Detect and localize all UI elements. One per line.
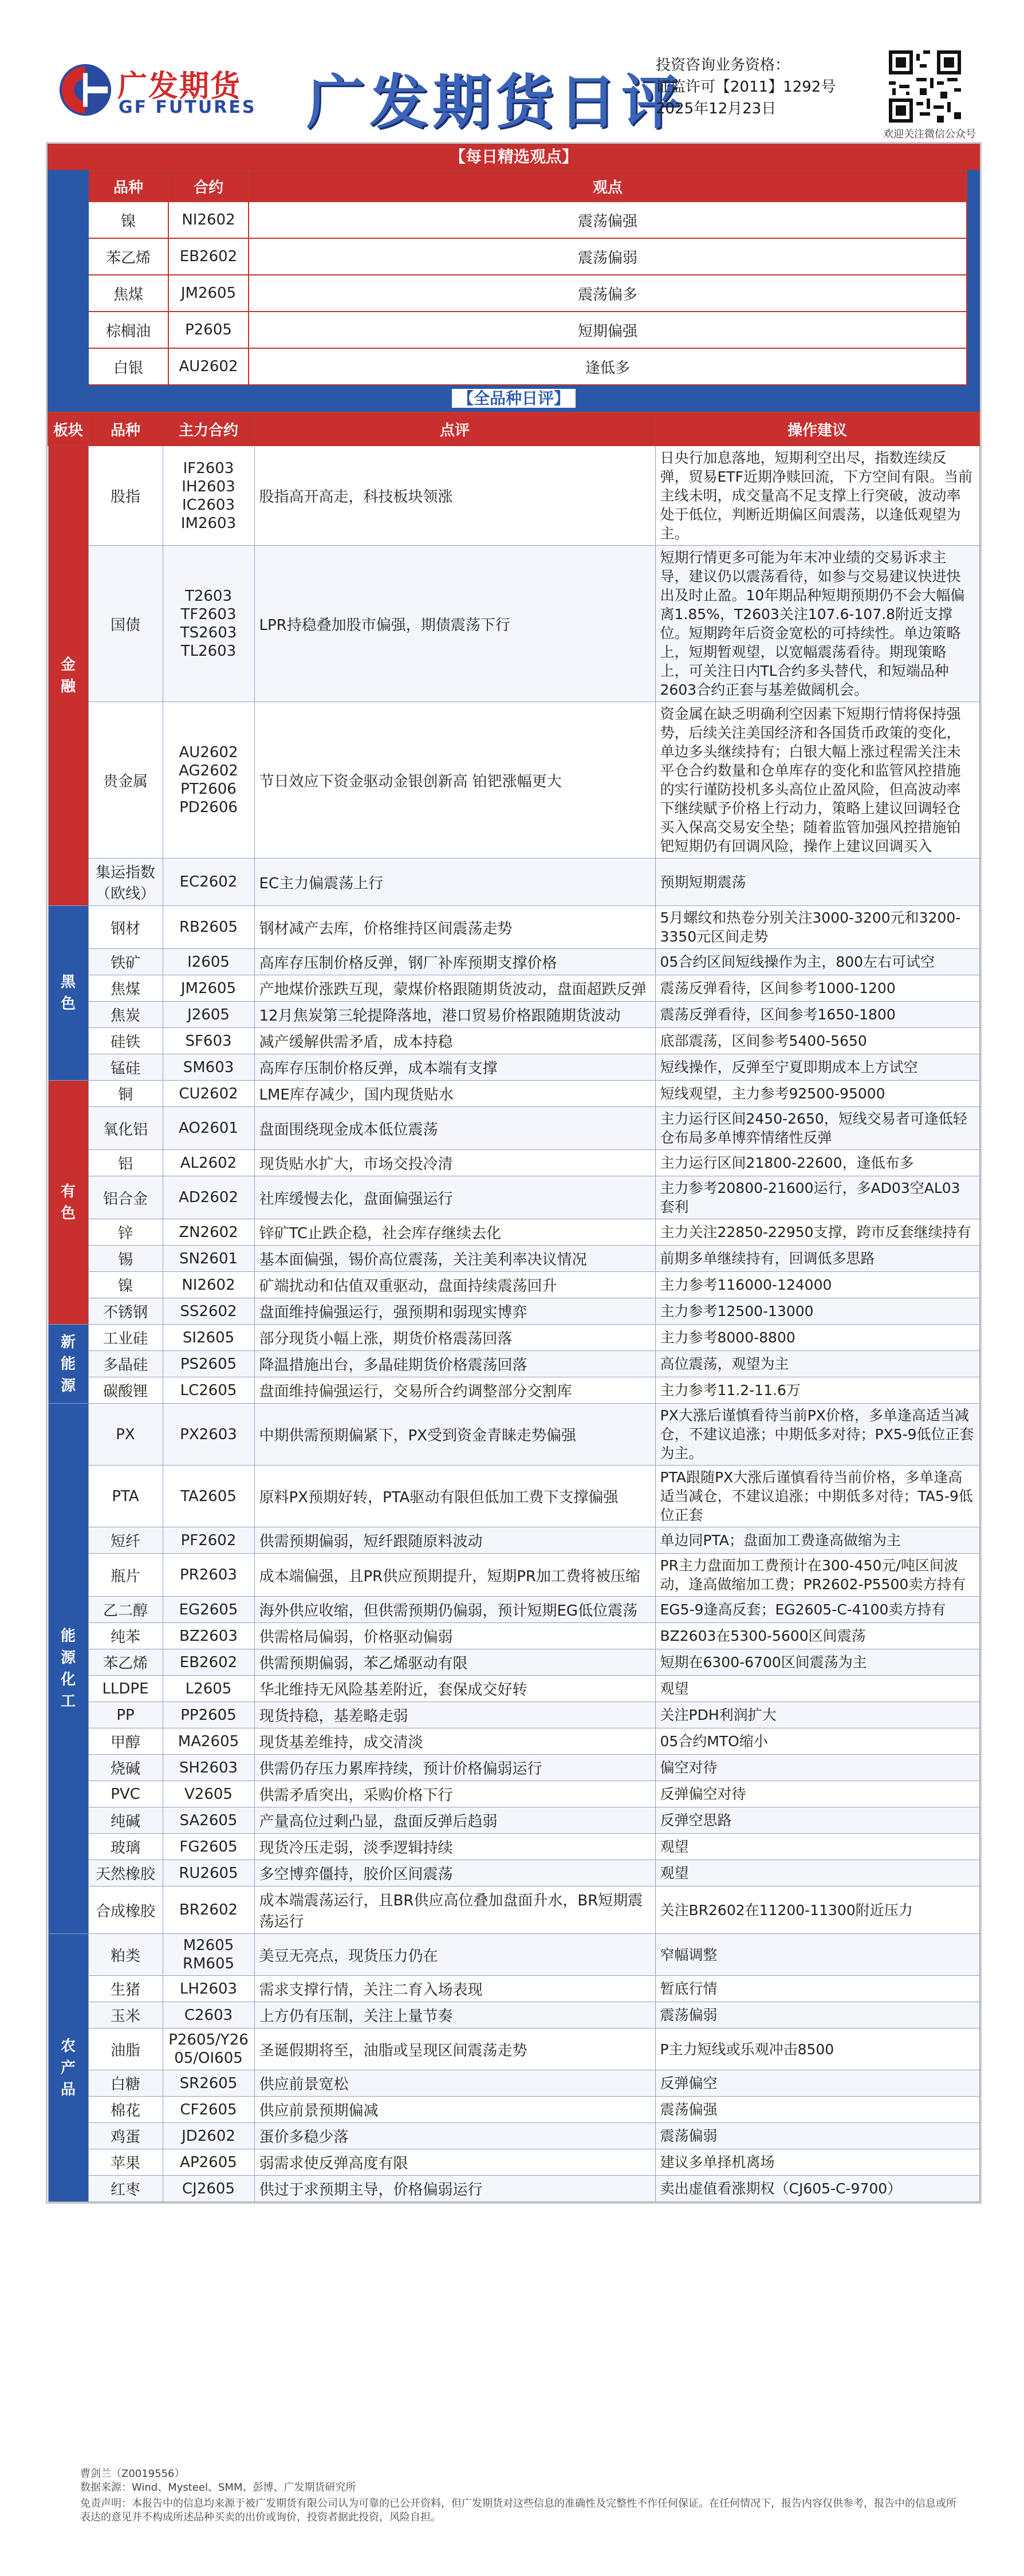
comment-cell: 节日效应下资金驱动金银创新高 铂钯涨幅更大: [254, 702, 655, 858]
header-advice: 操作建议: [655, 412, 979, 446]
contract-code: SH2603: [163, 1755, 254, 1781]
product-name: 短纤: [88, 1527, 163, 1554]
sector-cell: 农 产 品: [48, 1934, 88, 2202]
comment-cell: 盘面维持偏强运行，交易所合约调整部分交割库: [254, 1377, 655, 1404]
review-row: [48, 2002, 979, 2028]
contract-code: PF2602: [163, 1527, 254, 1554]
sector-cell: 黑 色: [48, 906, 88, 1081]
advice-cell: 5月螺纹和热卷分别关注3000-3200元和3200-3350元区间走势: [655, 906, 979, 949]
review-row: [48, 1377, 979, 1404]
comment-cell: 产地煤价涨跌互现，蒙煤价格跟随期货波动，盘面超跌反弹: [254, 975, 655, 1002]
product-name: 甲醇: [88, 1728, 163, 1755]
report-title: 广发期货日评: [306, 68, 684, 137]
review-row: [48, 1466, 979, 1527]
review-row: [48, 1272, 979, 1298]
contract-code: PR2603: [163, 1554, 254, 1597]
pick-view: 逢低多: [249, 348, 967, 385]
review-row: [48, 546, 979, 702]
gf-logo-icon: [57, 62, 113, 118]
pick-row: [48, 238, 979, 275]
advice-cell: P主力短线或乐观冲击8500: [655, 2028, 979, 2070]
product-name: 合成橡胶: [88, 1886, 163, 1934]
contract-code: M2605 RM605: [163, 1934, 254, 1976]
pick-side-cell: [967, 202, 979, 238]
comment-cell: 原料PX预期好转，PTA驱动有限但低加工费下支撑偏强: [254, 1466, 655, 1527]
contract-code: AP2605: [163, 2149, 254, 2176]
header-sector: 板块: [48, 412, 88, 446]
review-row: [48, 1351, 979, 1377]
product-name: 油脂: [88, 2028, 163, 2070]
product-name: 氧化铝: [88, 1107, 163, 1150]
contract-code: LC2605: [163, 1377, 254, 1404]
contract-code: EG2605: [163, 1597, 254, 1623]
product-name: PVC: [88, 1781, 163, 1807]
daily-pick-title: 【每日精选观点】: [48, 144, 980, 170]
pick-view: 震荡偏弱: [249, 238, 967, 275]
product-name: PP: [88, 1702, 163, 1728]
contract-code: AU2602 AG2602 PT2606 PD2606: [163, 702, 254, 858]
contract-code: AL2602: [163, 1150, 254, 1176]
review-row: [48, 1755, 979, 1781]
review-row: [48, 1107, 979, 1150]
review-row: [48, 1886, 979, 1934]
logo-text-en: GF FUTURES: [119, 97, 257, 117]
header-comment: 点评: [254, 412, 655, 446]
review-row: [48, 1325, 979, 1351]
review-row: [48, 1527, 979, 1554]
comment-cell: 成本端偏强，且PR供应预期提升，短期PR加工费将被压缩: [254, 1554, 655, 1597]
review-row: [48, 446, 979, 546]
footer-disclaimer: 免责声明：本报告中的信息均来源于被广发期货有限公司认为可靠的已公开资料，但广发期货对这些信息的准确性及完整性不作任何保证。在任何情况下，报告内容仅供参考，报告中的信息或所表达的意见并不构成所述品种买卖的出价或询价，投资者据此投资，风险自担。: [80, 2498, 956, 2523]
product-name: 工业硅: [88, 1325, 163, 1351]
daily-pick-table: [48, 170, 980, 385]
advice-cell: 震荡反弹看待，区间参考1650-1800: [655, 1002, 979, 1028]
review-row: [48, 1623, 979, 1649]
product-name: 锡: [88, 1246, 163, 1272]
comment-cell: 减产缓解供需矛盾，成本持稳: [254, 1028, 655, 1054]
comment-cell: 需求支撑行情，关注二育入场表现: [254, 1976, 655, 2002]
comment-cell: 钢材减产去库，价格维持区间震荡走势: [254, 906, 655, 949]
contract-code: PP2605: [163, 1702, 254, 1728]
contract-code: V2605: [163, 1781, 254, 1807]
contract-code: MA2605: [163, 1728, 254, 1755]
comment-cell: 社库缓慢去化，盘面偏强运行: [254, 1176, 655, 1219]
comment-cell: 弱需求使反弹高度有限: [254, 2149, 655, 2176]
review-row: [48, 1298, 979, 1325]
product-name: 生猪: [88, 1976, 163, 2002]
review-row: [48, 1860, 979, 1886]
pick-name: 棕榈油: [88, 312, 168, 348]
full-review-title-text: 【全品种日评】: [452, 389, 576, 408]
comment-cell: 现货基差维持，成交清淡: [254, 1728, 655, 1755]
review-row: [48, 2097, 979, 2123]
advice-cell: PX大涨后谨慎看待当前PX价格，多单逢高适当减仓，不建议追涨；中期低多对待；PX5-9低位正套为主。: [655, 1404, 979, 1466]
pick-side-cell: [48, 312, 88, 348]
product-name: 集运指数 （欧线）: [88, 858, 163, 906]
contract-code: L2605: [163, 1676, 254, 1702]
review-row: [48, 1054, 979, 1081]
advice-cell: 短线观望，主力参考92500-95000: [655, 1081, 979, 1107]
advice-cell: 主力参考20800-21600运行，多AD03空AL03套利: [655, 1176, 979, 1219]
product-name: 国债: [88, 546, 163, 702]
product-name: 纯苯: [88, 1623, 163, 1649]
pick-view: 短期偏强: [249, 312, 967, 348]
review-row: [48, 1834, 979, 1860]
product-name: 烧碱: [88, 1755, 163, 1781]
comment-cell: 部分现货小幅上涨，期货价格震荡回落: [254, 1325, 655, 1351]
contract-code: SM603: [163, 1054, 254, 1081]
review-row: [48, 1219, 979, 1246]
contract-code: LH2603: [163, 1976, 254, 2002]
comment-cell: LPR持稳叠加股市偏强，期债震荡下行: [254, 546, 655, 702]
product-name: 钢材: [88, 906, 163, 949]
pick-row: [48, 202, 979, 238]
contract-code: PX2603: [163, 1404, 254, 1466]
contract-code: BZ2603: [163, 1623, 254, 1649]
comment-cell: 现货持稳，基差略走弱: [254, 1702, 655, 1728]
advice-cell: 05合约MTO缩小: [655, 1728, 979, 1755]
pick-side-cell: [967, 238, 979, 275]
pick-header-view: 观点: [249, 171, 967, 202]
pick-side-cell: [48, 202, 88, 238]
comment-cell: EC主力偏震荡上行: [254, 858, 655, 906]
advice-cell: 主力运行区间21800-22600，逢低布多: [655, 1150, 979, 1176]
comment-cell: 现货冷压走弱，淡季逻辑持续: [254, 1834, 655, 1860]
full-review-title: [48, 385, 980, 412]
product-name: 棉花: [88, 2097, 163, 2123]
comment-cell: 供过于求预期主导，价格偏弱运行: [254, 2176, 655, 2202]
advice-cell: 震荡偏弱: [655, 2123, 979, 2149]
comment-cell: 盘面维持偏强运行，强预期和弱现实博弈: [254, 1298, 655, 1325]
review-row: [48, 1976, 979, 2002]
contract-code: RU2605: [163, 1860, 254, 1886]
header-name: 品种: [88, 412, 163, 446]
product-name: 红枣: [88, 2176, 163, 2202]
pick-code: AU2602: [168, 348, 249, 385]
pick-name: 焦煤: [88, 275, 168, 312]
product-name: 铝合金: [88, 1176, 163, 1219]
review-row: [48, 1676, 979, 1702]
full-review-body: [48, 446, 979, 2202]
product-name: 硅铁: [88, 1028, 163, 1054]
pick-side-cell: [48, 348, 88, 385]
contract-code: C2603: [163, 2002, 254, 2028]
comment-cell: 供需预期偏弱，苯乙烯驱动有限: [254, 1649, 655, 1676]
comment-cell: 供需预期偏弱，短纤跟随原料波动: [254, 1527, 655, 1554]
product-name: 纯碱: [88, 1807, 163, 1834]
advice-cell: EG5-9逢高反套；EG2605-C-4100卖方持有: [655, 1597, 979, 1623]
comment-cell: 高库存压制价格反弹，钢厂补库预期支撑价格: [254, 949, 655, 975]
review-row: [48, 1028, 979, 1054]
comment-cell: 供应前景宽松: [254, 2070, 655, 2097]
pick-row: [48, 312, 979, 348]
comment-cell: 圣诞假期将至，油脂或呈现区间震荡走势: [254, 2028, 655, 2070]
product-name: LLDPE: [88, 1676, 163, 1702]
review-row: [48, 2149, 979, 2176]
comment-cell: 股指高开高走，科技板块领涨: [254, 446, 655, 546]
comment-cell: 12月焦炭第三轮提降落地，港口贸易价格跟随期货波动: [254, 1002, 655, 1028]
review-row: [48, 1728, 979, 1755]
advice-cell: 主力参考11.2-11.6万: [655, 1377, 979, 1404]
logo-text-cn: 广发期货: [117, 69, 242, 104]
pick-side-cell: [967, 275, 979, 312]
advice-cell: 反弹偏空: [655, 2070, 979, 2097]
advice-cell: 观望: [655, 1834, 979, 1860]
product-name: PX: [88, 1404, 163, 1466]
review-row: [48, 1404, 979, 1466]
pick-view: 震荡偏多: [249, 275, 967, 312]
contract-code: SI2605: [163, 1325, 254, 1351]
sector-cell: 新 能 源: [48, 1325, 88, 1404]
contract-code: BR2602: [163, 1886, 254, 1934]
pick-side-cell: [48, 238, 88, 275]
advice-cell: PTA跟随PX大涨后谨慎看待当前价格，多单逢高适当减仓，不建议追涨；中期低多对待；TA5-9低位正套: [655, 1466, 979, 1527]
contract-code: SA2605: [163, 1807, 254, 1834]
advice-cell: 震荡偏强: [655, 2097, 979, 2123]
advice-cell: 建议多单择机离场: [655, 2149, 979, 2176]
review-row: [48, 1649, 979, 1676]
pick-side-cell: [967, 348, 979, 385]
comment-cell: 海外供应收缩，但供需预期仍偏弱，预计短期EG低位震荡: [254, 1597, 655, 1623]
advice-cell: 主力参考116000-124000: [655, 1272, 979, 1298]
full-review-table: [48, 412, 980, 2202]
review-row: [48, 702, 979, 858]
comment-cell: 美豆无亮点，现货压力仍在: [254, 1934, 655, 1976]
advice-cell: 资金属在缺乏明确利空因素下短期行情将保持强势，后续关注美国经济和各国货币政策的变化，单边多头继续持有；白银大幅上涨过程需关注未平仓合约数量和仓单库存的变化和监管风控措施的实行谨防投机多头高位止盈风险，但高波动率下继续赋予价格上行动力，策略上建议回调轻仓买入保高交易安全垫；随着监管加强风控措施铂钯短期仍有回调风险，操作上建议回调买入: [655, 702, 979, 858]
comment-cell: 供应前景预期偏减: [254, 2097, 655, 2123]
qr-code-icon: [889, 50, 961, 123]
comment-cell: 供需仍存压力累库持续，预计价格偏弱运行: [254, 1755, 655, 1781]
comment-cell: 现货贴水扩大，市场交投冷清: [254, 1150, 655, 1176]
advice-cell: 主力运行区间2450-2650，短线交易者可逢低轻仓布局多单博弈情绪性反弹: [655, 1107, 979, 1150]
contract-code: I2605: [163, 949, 254, 975]
advice-cell: 反弹偏空对待: [655, 1781, 979, 1807]
comment-cell: 产量高位过剩凸显，盘面反弹后趋弱: [254, 1807, 655, 1834]
comment-cell: 华北维持无风险基差附近，套保成交好转: [254, 1676, 655, 1702]
advice-cell: 主力关注22850-22950支撑，跨市反套继续持有: [655, 1219, 979, 1246]
review-row: [48, 1081, 979, 1107]
sector-cell: 能 源 化 工: [48, 1404, 88, 1934]
advice-cell: 短期行情更多可能为年末冲业绩的交易诉求主导，建议仍以震荡看待，如参与交易建议快进快出及时止盈。10年期品种短期预期仍不会大幅偏离1.85%，T2603关注107.6-107.8附近支撑位。短期跨年后资金宽松的可持续性。单边策略上，短期暂观望，以宽幅震荡看待。期现策略上，可关注日内TL合约多头替代，和短端品种2603合约正套与基差做阔机会。: [655, 546, 979, 702]
product-name: 多晶硅: [88, 1351, 163, 1377]
advice-cell: 震荡偏弱: [655, 2002, 979, 2028]
comment-cell: 供需矛盾突出，采购价格下行: [254, 1781, 655, 1807]
license-line: 证监许可【2011】1292号: [656, 78, 836, 96]
qualification-line: 投资咨询业务资格：: [656, 57, 790, 74]
product-name: 锰硅: [88, 1054, 163, 1081]
contract-code: NI2602: [163, 1272, 254, 1298]
sector-cell: 有 色: [48, 1081, 88, 1325]
product-name: 贵金属: [88, 702, 163, 858]
review-row: [48, 1150, 979, 1176]
advice-cell: 关注BR2602在11200-11300附近压力: [655, 1886, 979, 1934]
pick-side-cell: [967, 312, 979, 348]
contract-code: CU2602: [163, 1081, 254, 1107]
advice-cell: 预期短期震荡: [655, 858, 979, 906]
contract-code: P2605/Y26 05/OI605: [163, 2028, 254, 2070]
product-name: 天然橡胶: [88, 1860, 163, 1886]
review-row: [48, 1702, 979, 1728]
comment-cell: 中期供需预期偏紧下，PX受到资金青睐走势偏强: [254, 1404, 655, 1466]
pick-code: NI2602: [168, 202, 249, 238]
contract-code: RB2605: [163, 906, 254, 949]
comment-cell: 矿端扰动和估值双重驱动，盘面持续震荡回升: [254, 1272, 655, 1298]
review-row: [48, 1934, 979, 1976]
contract-code: JD2602: [163, 2123, 254, 2149]
product-name: 苹果: [88, 2149, 163, 2176]
contract-code: IF2603 IH2603 IC2603 IM2603: [163, 446, 254, 546]
qr-caption: 欢迎关注微信公众号: [883, 128, 976, 140]
contract-code: AD2602: [163, 1176, 254, 1219]
advice-cell: BZ2603在5300-5600区间震荡: [655, 1623, 979, 1649]
review-row: [48, 949, 979, 975]
product-name: 铜: [88, 1081, 163, 1107]
product-name: 玻璃: [88, 1834, 163, 1860]
review-row: [48, 1807, 979, 1834]
review-row: [48, 906, 979, 949]
product-name: 白糖: [88, 2070, 163, 2097]
advice-cell: 日央行加息落地，短期利空出尽，指数连续反弹，贸易ETF近期净赎回流，下方空间有限。当前主线未明，成交量高不足支撑上行突破，波动率处于低位，判断近期偏区间震荡，以逢低观望为主。: [655, 446, 979, 546]
pick-side-cell: [967, 171, 979, 202]
contract-code: T2603 TF2603 TS2603 TL2603: [163, 546, 254, 702]
contract-code: FG2605: [163, 1834, 254, 1860]
footer-source: 数据来源：Wind、Mysteel、SMM、彭博、广发期货研究所: [80, 2482, 356, 2494]
product-name: 瓶片: [88, 1554, 163, 1597]
contract-code: EC2602: [163, 858, 254, 906]
review-row: [48, 2070, 979, 2097]
product-name: PTA: [88, 1466, 163, 1527]
review-row: [48, 2176, 979, 2202]
review-row: [48, 1554, 979, 1597]
comment-cell: 锌矿TC止跌企稳，社会库存继续去化: [254, 1219, 655, 1246]
comment-cell: 盘面围绕现金成本低位震荡: [254, 1107, 655, 1150]
contract-code: CJ2605: [163, 2176, 254, 2202]
footer-author: 曹剑兰（Z0019556）: [80, 2468, 185, 2480]
contract-code: SR2605: [163, 2070, 254, 2097]
advice-cell: 短期在6300-6700区间震荡为主: [655, 1649, 979, 1676]
advice-cell: 暂底行情: [655, 1976, 979, 2002]
product-name: 鸡蛋: [88, 2123, 163, 2149]
footer: [80, 2467, 962, 2524]
advice-cell: 短线操作，反弹至宁夏即期成本上方试空: [655, 1054, 979, 1081]
advice-cell: 偏空对待: [655, 1755, 979, 1781]
pick-name: 白银: [88, 348, 168, 385]
contract-code: PS2605: [163, 1351, 254, 1377]
review-row: [48, 858, 979, 906]
header: [0, 0, 1024, 140]
product-name: 乙二醇: [88, 1597, 163, 1623]
review-row: [48, 1781, 979, 1807]
review-row: [48, 1597, 979, 1623]
advice-cell: 05合约区间短线操作为主，800左右可试空: [655, 949, 979, 975]
advice-cell: 观望: [655, 1676, 979, 1702]
contract-code: SF603: [163, 1028, 254, 1054]
comment-cell: 高库存压制价格反弹，成本端有支撑: [254, 1054, 655, 1081]
product-name: 苯乙烯: [88, 1649, 163, 1676]
advice-cell: PR主力盘面加工费预计在300-450元/吨区间波动，逢高做缩加工费；PR2602-P5500卖方持有: [655, 1554, 979, 1597]
contract-code: ZN2602: [163, 1219, 254, 1246]
pick-code: EB2602: [168, 238, 249, 275]
pick-name: 镍: [88, 202, 168, 238]
pick-name: 苯乙烯: [88, 238, 168, 275]
product-name: 焦炭: [88, 1002, 163, 1028]
review-row: [48, 1176, 979, 1219]
comment-cell: 降温措施出台，多晶硅期货价格震荡回落: [254, 1351, 655, 1377]
product-name: 碳酸锂: [88, 1377, 163, 1404]
comment-cell: 成本端震荡运行，且BR供应高位叠加盘面升水，BR短期震荡运行: [254, 1886, 655, 1934]
contract-code: EB2602: [163, 1649, 254, 1676]
contract-code: TA2605: [163, 1466, 254, 1527]
product-name: 锌: [88, 1219, 163, 1246]
contract-code: CF2605: [163, 2097, 254, 2123]
contract-code: J2605: [163, 1002, 254, 1028]
header-code: 主力合约: [163, 412, 254, 446]
pick-row: [48, 348, 979, 385]
product-name: 镍: [88, 1272, 163, 1298]
qualification-block: [656, 54, 836, 120]
advice-cell: 主力参考12500-13000: [655, 1298, 979, 1325]
contract-code: AO2601: [163, 1107, 254, 1150]
pick-code: JM2605: [168, 275, 249, 312]
comment-cell: 供需格局偏弱，价格驱动偏弱: [254, 1623, 655, 1649]
comment-cell: 多空博弈僵持，胶价区间震荡: [254, 1860, 655, 1886]
contract-code: SN2601: [163, 1246, 254, 1272]
product-name: 焦煤: [88, 975, 163, 1002]
product-name: 粕类: [88, 1934, 163, 1976]
advice-cell: 前期多单继续持有，回调低多思路: [655, 1246, 979, 1272]
advice-cell: 高位震荡，观望为主: [655, 1351, 979, 1377]
pick-row: [48, 275, 979, 312]
review-row: [48, 1002, 979, 1028]
daily-pick-body: [48, 202, 979, 385]
pick-header-name: 品种: [88, 171, 168, 202]
advice-cell: 单边同PTA；盘面加工费逢高做缩为主: [655, 1527, 979, 1554]
pick-view: 震荡偏强: [249, 202, 967, 238]
advice-cell: 主力参考8000-8800: [655, 1325, 979, 1351]
contract-code: JM2605: [163, 975, 254, 1002]
review-row: [48, 2028, 979, 2070]
advice-cell: 窄幅调整: [655, 1934, 979, 1976]
pick-side-cell: [48, 275, 88, 312]
product-name: 铝: [88, 1150, 163, 1176]
advice-cell: 观望: [655, 1860, 979, 1886]
product-name: 不锈钢: [88, 1298, 163, 1325]
product-name: 玉米: [88, 2002, 163, 2028]
pick-side-cell: [48, 171, 88, 202]
advice-cell: 震荡反弹看待，区间参考1000-1200: [655, 975, 979, 1002]
comment-cell: 上方仍有压制，关注上量节奏: [254, 2002, 655, 2028]
sector-cell: 金 融: [48, 446, 88, 906]
comment-cell: 蛋价多稳少落: [254, 2123, 655, 2149]
advice-cell: 底部震荡，区间参考5400-5650: [655, 1028, 979, 1054]
pick-code: P2605: [168, 312, 249, 348]
advice-cell: 反弹空思路: [655, 1807, 979, 1834]
review-row: [48, 975, 979, 1002]
report-date: 2025年12月23日: [656, 100, 777, 117]
comment-cell: LME库存减少，国内现货贴水: [254, 1081, 655, 1107]
contract-code: SS2602: [163, 1298, 254, 1325]
pick-header-code: 合约: [168, 171, 249, 202]
product-name: 铁矿: [88, 949, 163, 975]
report-frame: [46, 142, 982, 2204]
review-row: [48, 2123, 979, 2149]
advice-cell: 关注PDH利润扩大: [655, 1702, 979, 1728]
review-row: [48, 1246, 979, 1272]
product-name: 股指: [88, 446, 163, 546]
comment-cell: 基本面偏强，锡价高位震荡，关注美利率决议情况: [254, 1246, 655, 1272]
advice-cell: 卖出虚值看涨期权（CJ605-C-9700）: [655, 2176, 979, 2202]
